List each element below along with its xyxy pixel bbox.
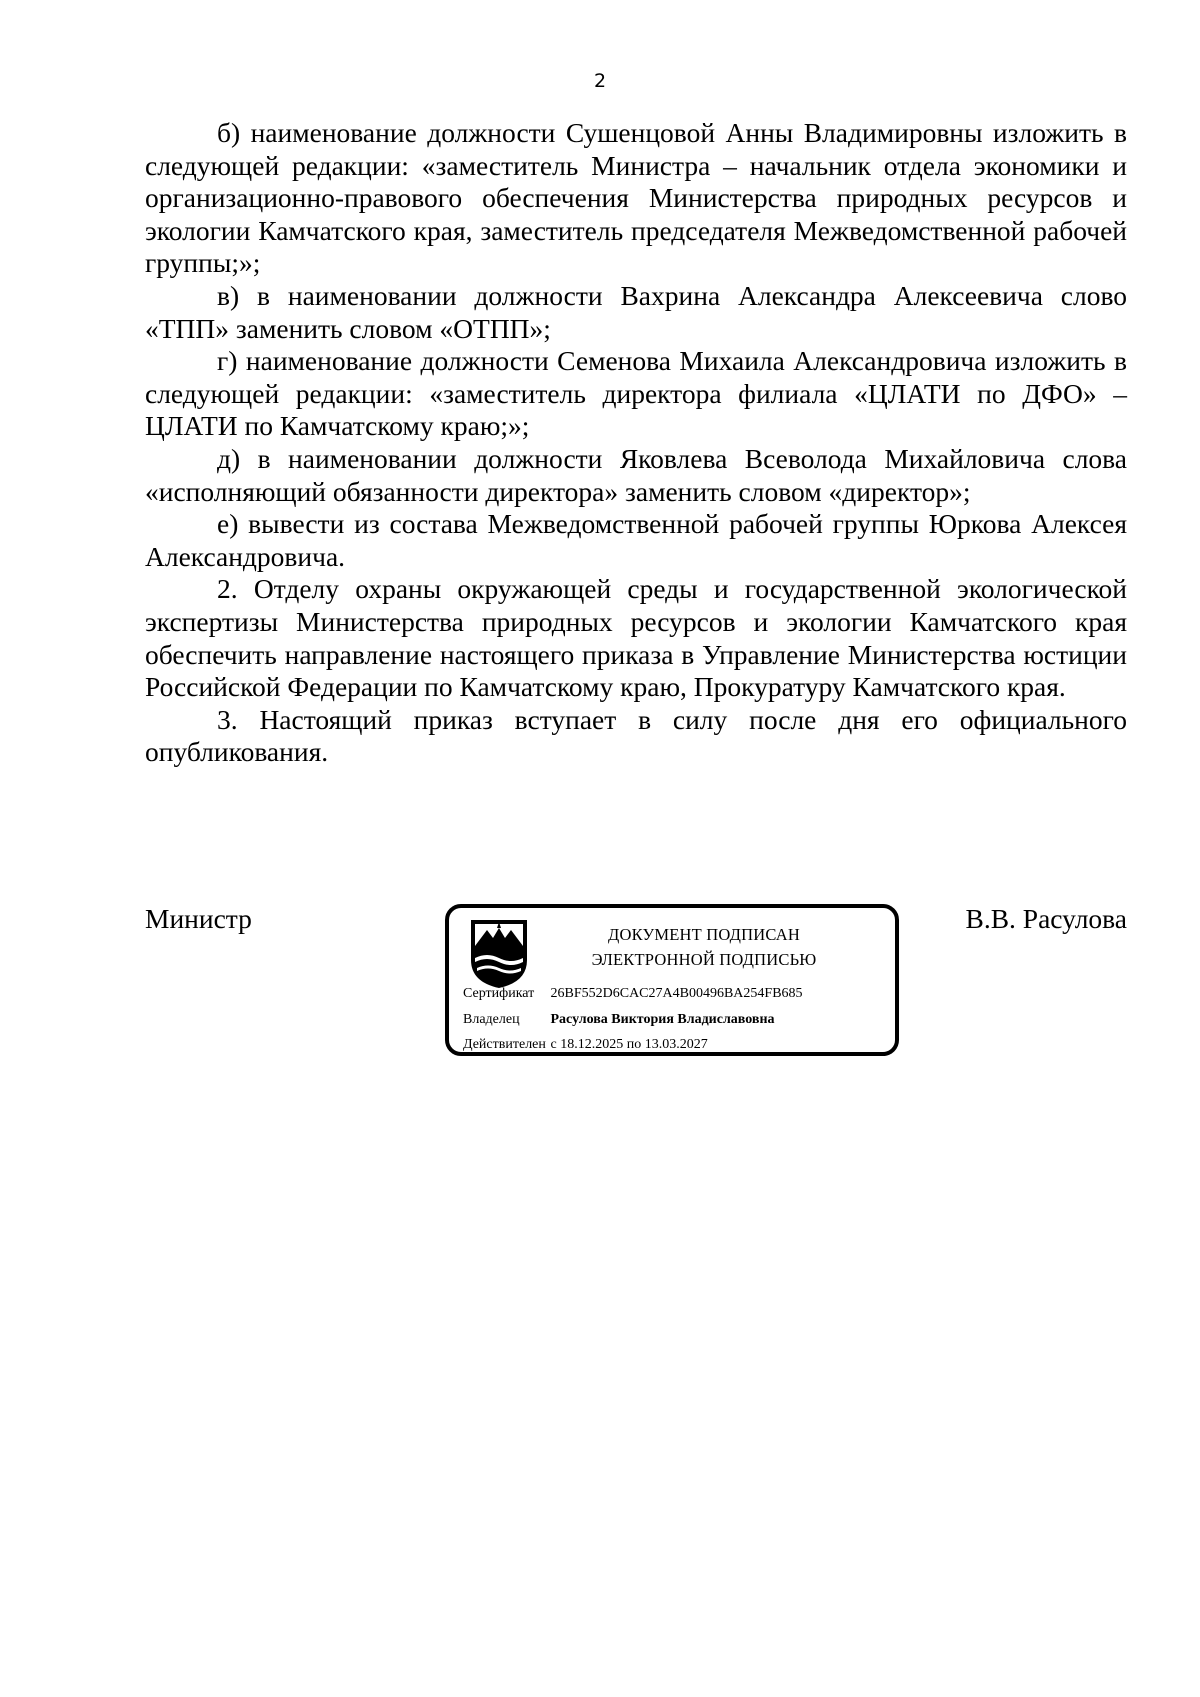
paragraph-v: в) в наименовании должности Вахрина Александра Алексеевича слово «ТПП» заменить словом «ОТПП»; (145, 279, 1127, 344)
owner-value: Расулова Виктория Владиславовна (550, 1012, 775, 1027)
stamp-heading (549, 922, 859, 972)
certificate-value: 26BF552D6CAC27A4B00496BA254FB685 (550, 986, 803, 1001)
owner-label: Владелец (463, 1012, 520, 1027)
signer-position: Министр (145, 903, 252, 934)
paragraph-d: д) в наименовании должности Яковлева Всеволода Михайловича слова «исполняющий обязанности директора» заменить словом «директор»; (145, 442, 1127, 507)
paragraph-3: 3. Настоящий приказ вступает в силу после дня его официального опубликования. (145, 703, 1127, 768)
stamp-validity-row (463, 1037, 708, 1053)
stamp-heading-line1: ДОКУМЕНТ ПОДПИСАН (608, 925, 800, 944)
paragraph-2: 2. Отделу охраны окружающей среды и государственной экологической экспертизы Министерства природных ресурсов и экологии Камчатского края обеспечить направление настоящего приказа в Управление Министерства юстиции Российской Федерации по Камчатскому краю, Прокуратуру Камчатского края. (145, 573, 1127, 703)
certificate-label: Сертификат (463, 986, 535, 1001)
stamp-heading-line2: ЭЛЕКТРОННОЙ ПОДПИСЬЮ (591, 950, 817, 969)
electronic-signature-stamp (445, 904, 899, 1056)
stamp-owner-row (463, 1012, 775, 1028)
document-body (145, 117, 1127, 769)
paragraph-g: г) наименование должности Семенова Михаила Александровича изложить в следующей редакции: «заместитель директора филиала «ЦЛАТИ по ДФО» – ЦЛАТИ по Камчатскому краю;»; (145, 345, 1127, 442)
paragraph-e: е) вывести из состава Межведомственной рабочей группы Юркова Алексея Александровича. (145, 508, 1127, 572)
paragraph-b: б) наименование должности Сушенцовой Анны Владимировны изложить в следующей редакции: «заместитель Министра – начальник отдела экономики и организационно-правового обеспечения Министерства природных ресурсов и экологии Камчатского края, заместитель председателя Межведомственной рабочей группы;»; (145, 117, 1127, 279)
page-number: 2 (593, 70, 607, 92)
valid-label: Действителен (463, 1037, 546, 1052)
kamchatka-coat-of-arms-icon (467, 916, 531, 990)
signer-name: В.В. Расулова (965, 903, 1127, 934)
valid-value: с 18.12.2025 по 13.03.2027 (550, 1037, 708, 1052)
stamp-certificate-row (463, 986, 803, 1002)
